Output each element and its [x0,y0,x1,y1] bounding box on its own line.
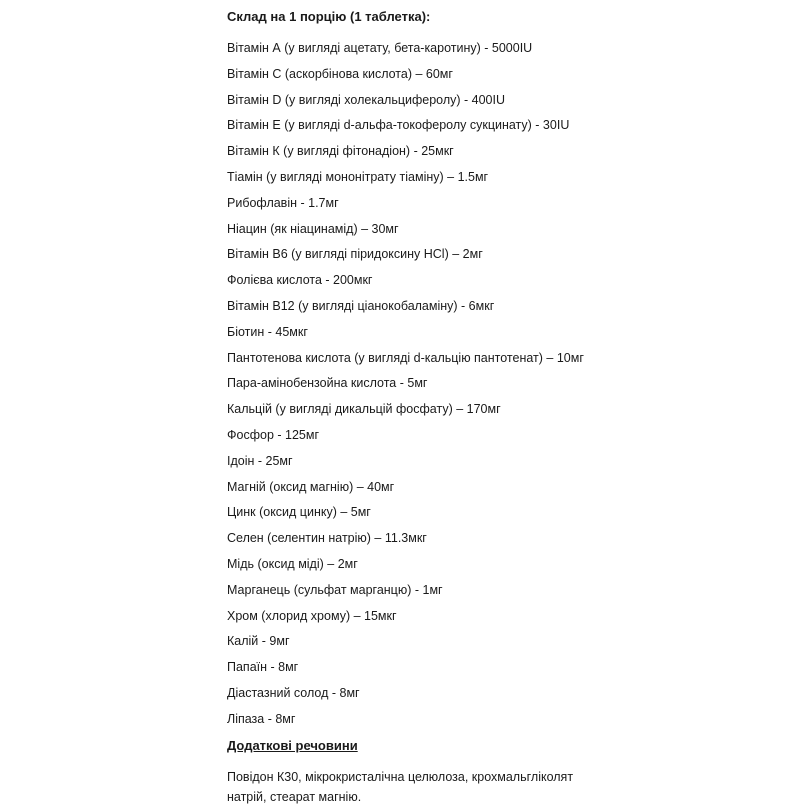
product-composition [227,8,787,807]
ingredient-item: Вітамін Е (у вигляді d-альфа-токоферолу сукцинату) - 30IU [227,118,570,133]
ingredient-item: Кальцій (у вигляді дикальцій фосфату) – 170мг [227,402,501,417]
ingredient-item: Калій - 9мг [227,634,290,649]
ingredient-item: Цинк (оксид цинку) – 5мг [227,505,371,520]
ingredient-item: Фосфор - 125мг [227,427,320,442]
ingredient-item: Вітамін D (у вигляді холекальциферолу) - 400IU [227,92,506,107]
ingredient-item: Вітамін В12 (у вигляді ціанокобаламіну) - 6мкг [227,298,495,313]
ingredient-item: Магній (оксид магнію) – 40мг [227,479,395,494]
ingredient-item: Тіамін (у вигляді мононітрату тіаміну) – 1.5мг [227,169,489,184]
additional-substances-title: Додаткові речовини [227,737,358,753]
ingredient-item: Вітамін В6 (у вигляді піридоксину HCl) – 2мг [227,247,483,262]
ingredient-item: Хром (хлорид хрому) – 15мкг [227,608,397,623]
ingredient-item: Пара-амінобензойна кислота - 5мг [227,376,428,391]
additional-substances-text: Повідон К30, мікрокристалічна целюлоза, крохмальгліколят натрій, стеарат магнію. [227,769,574,804]
ingredient-item: Ліпаза - 8мг [227,711,296,726]
ingredient-item: Ніацин (як ніацинамід) – 30мг [227,221,399,236]
ingredient-item: Папаїн - 8мг [227,660,299,675]
ingredient-item: Діастазний солод - 8мг [227,685,360,700]
ingredient-item: Марганець (сульфат марганцю) - 1мг [227,582,443,597]
ingredient-item: Фолієва кислота - 200мкг [227,273,373,288]
ingredient-item: Вітамін К (у вигляді фітонадіон) - 25мкг [227,144,454,159]
ingredient-item: Мідь (оксид міді) – 2мг [227,556,358,571]
ingredient-item: Рибофлавін - 1.7мг [227,195,339,210]
ingredient-item: Вітамін А (у вигляді ацетату, бета-каротину) - 5000IU [227,41,533,55]
ingredient-list [227,39,787,736]
composition-heading: Склад на 1 порцію (1 таблетка): [227,9,431,24]
ingredient-item: Ідоін - 25мг [227,453,293,468]
ingredient-item: Селен (селентин натрію) – 11.3мкг [227,531,427,546]
ingredient-item: Пантотенова кислота (у вигляді d-кальцію пантотенат) – 10мг [227,350,584,365]
ingredient-item: Вітамін С (аскорбінова кислота) – 60мг [227,66,453,81]
ingredient-item: Біотин - 45мкг [227,324,308,339]
